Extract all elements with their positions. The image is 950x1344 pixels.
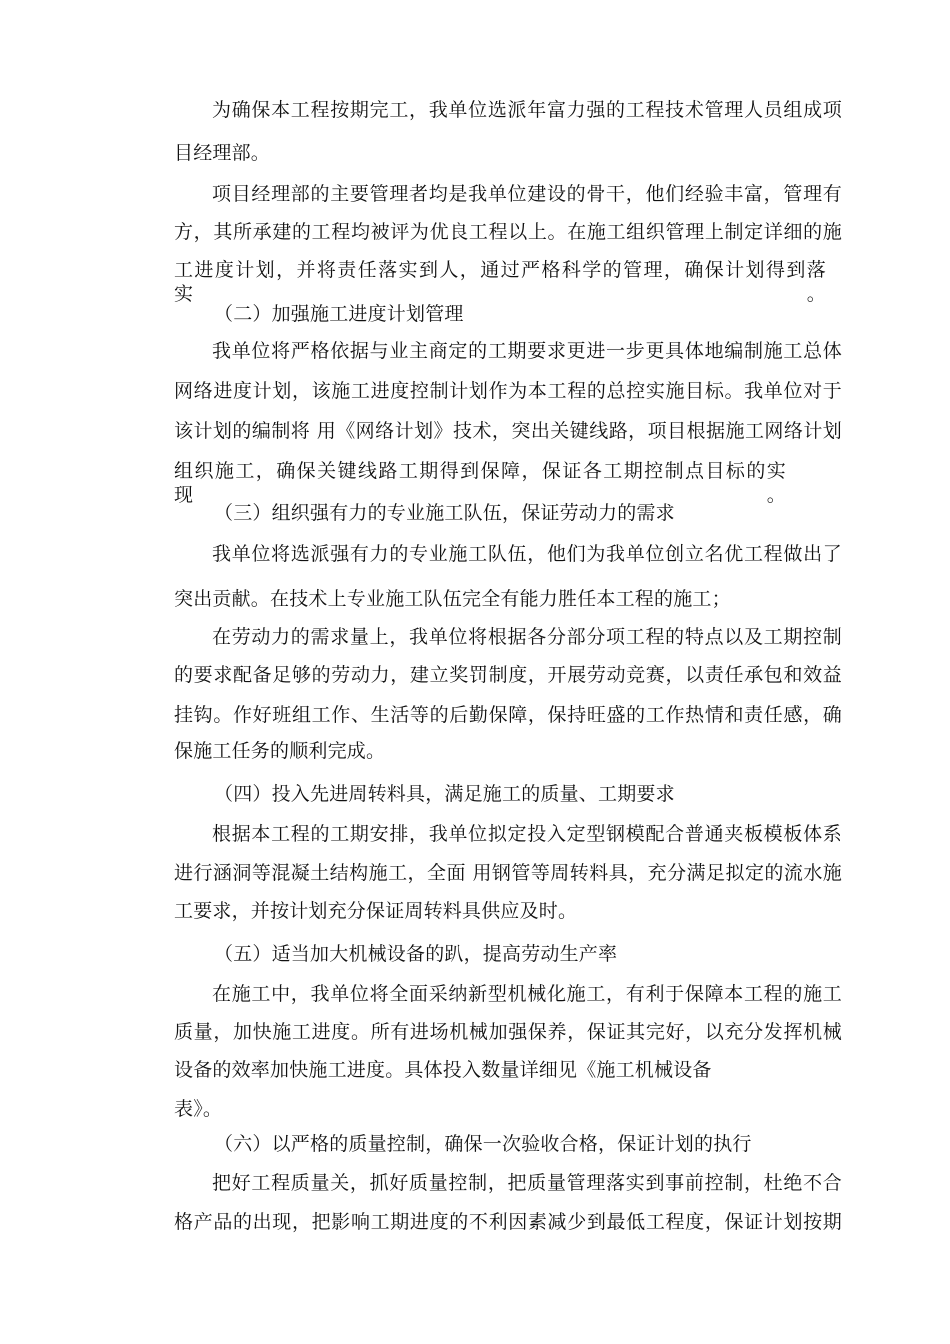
text-line: 在施工中，我单位将全面采纳新型机械化施工，有利于保障本工程的施工 xyxy=(212,983,842,1005)
text-line: 在劳动力的需求量上，我单位将根据各分部分项工程的特点以及工期控制 xyxy=(212,626,842,648)
text-line: 格产品的出现，把影响工期进度的不利因素减少到最低工程度，保证计划按期 xyxy=(174,1211,842,1233)
text-line: 表》。 xyxy=(174,1098,223,1120)
text-line: 设备的效率加快施工进度。具体投入数量详细见《施工机械设备 xyxy=(174,1059,712,1081)
text-line: 保施工任务的顺利完成。 xyxy=(174,740,386,762)
section-heading: （六）以严格的质量控制，确保一次验收合格，保证计划的执行 xyxy=(214,1133,752,1155)
text-line: 进行涵洞等混凝土结构施工，全面 用钢管等周转料具，充分满足拟定的流水施 xyxy=(174,862,842,884)
text-line: 挂钩。作好班组工作、生活等的后勤保障，保持旺盛的工作热情和责任感，确 xyxy=(174,704,842,726)
text-line: 项目经理部的主要管理者均是我单位建设的骨干，他们经验丰富，管理有 xyxy=(212,183,842,205)
section-heading: （四）投入先进周转料具，满足施工的质量、工期要求 xyxy=(214,783,675,805)
text-line: 我单位将严格依据与业主商定的工期要求更进一步更具体地编制施工总体 xyxy=(212,340,842,362)
text-line: 突出贡献。在技术上专业施工队伍完全有能力胜任本工程的施工； xyxy=(174,588,731,610)
text-line: 的要求配备足够的劳动力，建立奖罚制度，开展劳动竞赛，以责任承包和效益 xyxy=(174,664,842,686)
text-line: 方，其所承建的工程均被评为优良工程以上。在施工组织管理上制定详细的施 xyxy=(174,221,842,243)
text-line: 工要求，并按计划充分保证周转料具供应及时。 xyxy=(174,900,578,922)
section-heading: （二）加强施工进度计划管理 xyxy=(214,303,464,325)
text-line: 目经理部。 xyxy=(174,142,271,164)
text-line: 网络进度计划，该施工进度控制计划作为本工程的总控实施目标。我单位对于 xyxy=(174,380,842,402)
section-heading: （五）适当加大机械设备的趴，提高劳动生产率 xyxy=(214,943,618,965)
text-line: 根据本工程的工期安排，我单位拟定投入定型钢模配合普通夹板模板体系 xyxy=(212,823,842,845)
section-heading: （三）组织强有力的专业施工队伍，保证劳动力的需求 xyxy=(214,502,675,524)
text-line: 我单位将选派强有力的专业施工队伍，他们为我单位创立名优工程做出了 xyxy=(212,543,842,565)
text-line: 把好工程质量关，抓好质量控制，把质量管理落实到事前控制，杜绝不合 xyxy=(212,1172,842,1194)
text-line: 为确保本工程按期完工，我单位选派年富力强的工程技术管理人员组成项 xyxy=(212,99,842,121)
text-line: 质量，加快施工进度。所有进场机械加强保养，保证其完好，以充分发挥机械 xyxy=(174,1021,842,1043)
text-line: 工进度计划，并将责任落实到人，通过严格科学的管理，确保计划得到落实。 xyxy=(174,259,826,305)
text-line: 组织施工，确保关键线路工期得到保障，保证各工期控制点目标的实现。 xyxy=(174,460,786,506)
text-line: 该计划的编制将 用《网络计划》技术，突出关键线路，项目根据施工网络计划 xyxy=(174,420,842,442)
